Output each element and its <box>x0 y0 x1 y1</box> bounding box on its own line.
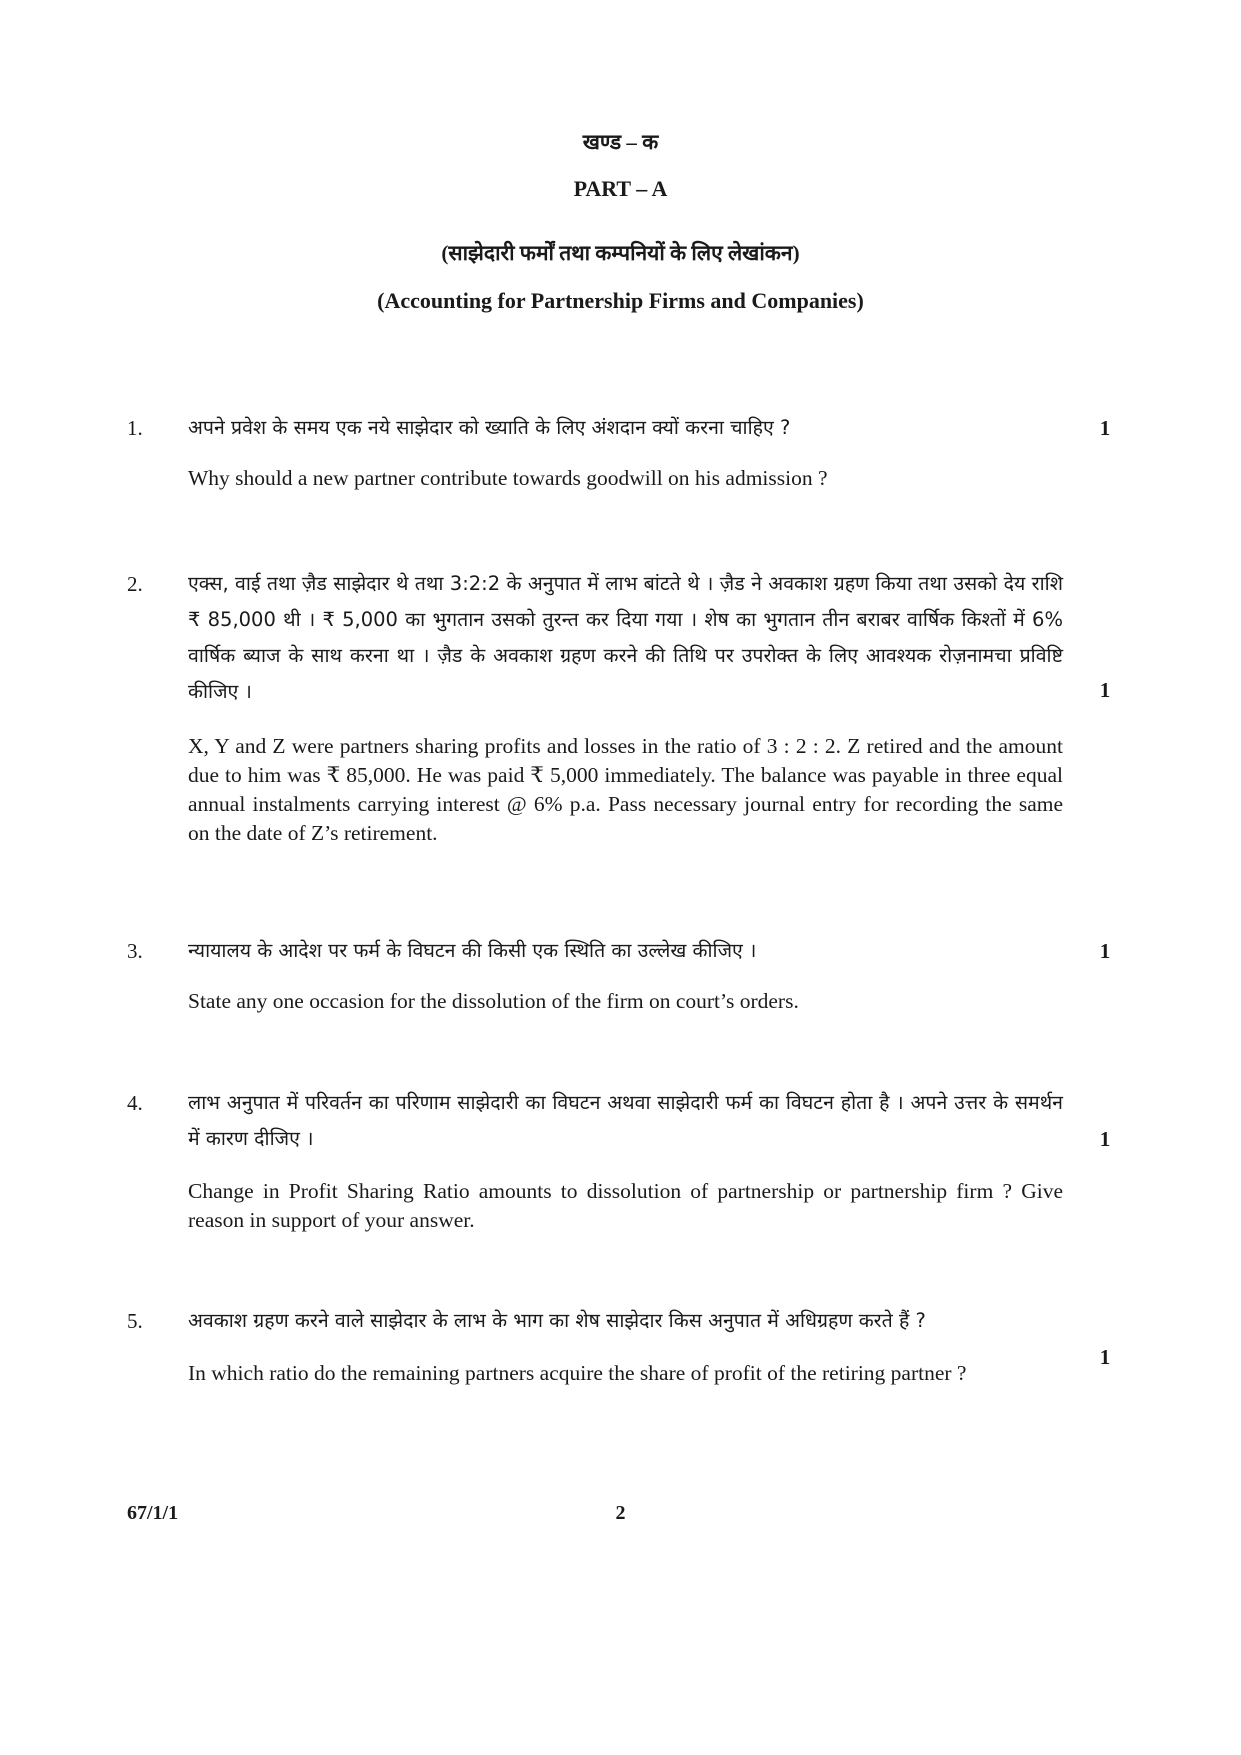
question-text-english: In which ratio do the remaining partners acquire the share of profit of the retiring partner ? <box>188 1361 967 1385</box>
marks: 1 <box>1099 1345 1111 1369</box>
part-title: PART – A <box>573 176 668 201</box>
question-body <box>188 1085 1063 1235</box>
question-text-hindi: लाभ अनुपात में परिवर्तन का परिणाम साझेदारी का विघटन अथवा साझेदारी फर्म का विघटन होता है । अपने उत्तर के समर्थन में कारण दीजिए । <box>188 1091 1063 1150</box>
question-number: 1. <box>127 416 143 440</box>
paper-code: 67/1/1 <box>127 1502 179 1524</box>
question-number: 3. <box>127 939 143 963</box>
question-text-hindi: अवकाश ग्रहण करने वाले साझेदार के लाभ के भाग का शेष साझेदार किस अनुपात में अधिग्रहण करते हैं ? <box>188 1309 926 1332</box>
question-text-hindi: न्यायालय के आदेश पर फर्म के विघटन की किसी एक स्थिति का उल्लेख कीजिए । <box>188 939 757 962</box>
question-body <box>188 410 1063 493</box>
question-body <box>188 566 1063 848</box>
question-number: 2. <box>127 572 143 596</box>
subtitle-hindi: (साझेदारी फर्मों तथा कम्पनियों के लिए लेखांकन) <box>441 241 800 265</box>
question-text-hindi: अपने प्रवेश के समय एक नये साझेदार को ख्याति के लिए अंशदान क्यों करना चाहिए ? <box>188 416 791 439</box>
question-number: 5. <box>127 1309 143 1333</box>
question-text-english: State any one occasion for the dissolution of the firm on court’s orders. <box>188 989 799 1013</box>
question-text-english: Why should a new partner contribute towards goodwill on his admission ? <box>188 466 828 490</box>
question-text-hindi: एक्स, वाई तथा ज़ैड साझेदार थे तथा 3:2:2 के अनुपात में लाभ बांटते थे । ज़ैड ने अवकाश ग्रहण किया तथा उसको देय राशि ₹ 85,000 थी । ₹ 5,000 का भुगतान उसको तुरन्त कर दिया गया । शेष का भुगतान तीन बराबर वार्षिक किश्तों में 6% वार्षिक ब्याज के साथ करना था । ज़ैड के अवकाश ग्रहण करने की तिथि पर उपरोक्त के लिए आवश्यक रोज़नामचा प्रविष्टि कीजिए । <box>188 572 1063 703</box>
subtitle-english: (Accounting for Partnership Firms and Companies) <box>377 288 864 313</box>
page-number: 2 <box>615 1502 626 1524</box>
section-title-hindi: खण्ड – क <box>582 130 659 154</box>
marks: 1 <box>1099 678 1111 702</box>
question-text-english: Change in Profit Sharing Ratio amounts to dissolution of partnership or partnership firm ? Give reason in support of your answer. <box>188 1179 1063 1232</box>
question-body <box>188 1303 1063 1388</box>
question-number: 4. <box>127 1091 143 1115</box>
question-body <box>188 933 1063 1016</box>
marks: 1 <box>1099 939 1111 963</box>
question-text-english: X, Y and Z were partners sharing profits and losses in the ratio of 3 : 2 : 2. Z retired and the amount due to him was ₹ 85,000. He was paid ₹ 5,000 immediately. The balance was payable in three equal annual instalments carrying interest @ 6% p.a. Pass necessary journal entry for recording the same on the date of Z’s retirement. <box>188 734 1063 845</box>
marks: 1 <box>1099 1127 1111 1151</box>
marks: 1 <box>1099 416 1111 440</box>
